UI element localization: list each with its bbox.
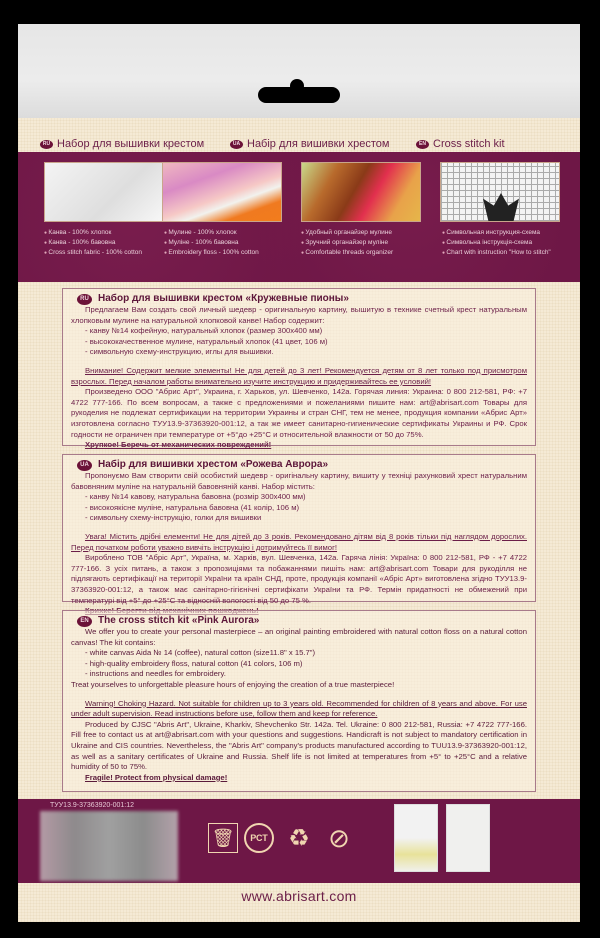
barcode-blurred bbox=[40, 811, 178, 881]
ua-warning: Увага! Містить дрібні елементи! Не для дітей до 3 років. Рекомендовано дітям від 8 років тільки під наглядом дорослих. Перед початком роботи уважно вивчіть інструкцію і дотримуйтесь її вимог! bbox=[71, 531, 527, 552]
ru-item: - высококачественное мулине, натуральный хлопок (41 цвет, 106 м) bbox=[85, 336, 328, 346]
feature-line: ● Канва - 100% хлопок bbox=[44, 228, 142, 238]
header-ua bbox=[230, 138, 389, 150]
ru-badge-icon: RU bbox=[77, 294, 92, 305]
header-ru-label: Набор для вышивки крестом bbox=[57, 138, 205, 150]
en-description-panel bbox=[62, 610, 536, 792]
header-ua-label: Набір для вишивки хрестом bbox=[247, 138, 390, 150]
not-for-children-0-3-icon: ⊘ bbox=[328, 822, 350, 853]
certificate-image-1 bbox=[394, 804, 438, 872]
ua-intro: Пропонуємо Вам створити свій особистий шедевр - оригінальну картину, вишиту у техніці рахунковий хрест натуральним бавовняним муліне на натуральній бавовняній канві. Набор містить: bbox=[71, 471, 527, 491]
en-title-text: The cross stitch kit «Pink Aurora» bbox=[98, 615, 260, 626]
feature-list-chart bbox=[442, 228, 551, 258]
feature-line: ● Comfortable threads organizer bbox=[301, 248, 393, 258]
ua-title bbox=[77, 459, 527, 471]
ua-badge-icon: UA bbox=[77, 460, 92, 471]
ru-title-text: Набор для вышивки крестом «Кружевные пионы» bbox=[98, 293, 349, 304]
floss-image bbox=[162, 162, 282, 222]
website-url[interactable]: www.abrisart.com bbox=[241, 888, 357, 904]
feature-list-floss bbox=[164, 228, 259, 258]
rst-certification-icon: РСТ bbox=[244, 823, 274, 853]
feature-line: ● Cross stitch fabric - 100% cotton bbox=[44, 248, 142, 258]
hanger-strip bbox=[18, 24, 580, 118]
ua-badge-icon: UA bbox=[230, 140, 243, 149]
en-badge-icon: EN bbox=[416, 140, 429, 149]
package-back bbox=[18, 118, 580, 922]
en-item: - white canvas Aida № 14 (coffee), natural cotton (size11.8" x 15.7") bbox=[85, 648, 316, 658]
standard-code: ТУУ13.9-37363920-001:12 bbox=[50, 802, 135, 809]
header-en bbox=[416, 138, 505, 150]
en-outro: Treat yourselves to unforgettable pleasure hours of enjoying the creation of a true masterpiece! bbox=[71, 679, 395, 689]
certificate-image-2 bbox=[446, 804, 490, 872]
ru-description-panel bbox=[62, 288, 536, 450]
feature-line: ● Символьна інструкція-схема bbox=[442, 238, 551, 248]
ru-producer-info: Произведено ООО "Абрис Арт", Украина, г. Харьков, ул. Шевченко, 142а. Горячая линия: Украина: 0 800 212-581, РФ: +7 4722 777-166. По всем вопросам, а также с предложениями и пожеланиями пишите нам: art@abrisart.com Товары для рукоделия не подлежат сертификации на территории Украины и стран СНГ, тем не менее, продукция компании «Абрис Арт» изготовлена согласно ТУУ13.9-37363920-001:12, а так же имеет санитарно-гигиенические сертификаты Украины и РФ. Срок годности не ограничен при температуре от +5°до +25°С и относительной влажности от 50 до 75%. bbox=[71, 387, 527, 439]
hang-hole bbox=[258, 87, 340, 103]
recycle-icon: ♻ bbox=[288, 824, 310, 852]
organizer-image bbox=[301, 162, 421, 222]
ua-producer-info: Вироблено ТОВ "Абріс Арт", Україна, м. Харків, вул. Шевченка, 142а. Гаряча лінія: Україна: 0 800 212-581, РФ - +7 4722 777-166. З усіх питань, а також з пропозиціями та побажаннями пишіть нам: art@abrisart.com Товари для рукоділля не підлягають сертифікації на території України та країн СНД, проте, продукція компанії «Абріс Арт» виготовлена згідно ТУУ13.9-37363920-001:12, а також має санітарно-гігієнічні сертифікати України та РФ. Термін придатності не обмежений при температурі від +5° до +25°С та відносній вологості від 50 до 75 %. bbox=[71, 553, 527, 605]
product-package bbox=[18, 0, 580, 922]
ua-item: - символьну схему-інструкцію, голки для вишивки bbox=[85, 513, 262, 523]
header-ru bbox=[40, 138, 204, 150]
en-intro: We offer you to create your personal masterpiece – an original painting embroidered with natural cotton floss on a natural cotton canvas! The kit contains: bbox=[71, 627, 527, 647]
header-en-label: Cross stitch kit bbox=[433, 138, 505, 150]
ua-item: - високоякісне муліне, натуральна бавовна (41 колір, 106 м) bbox=[85, 502, 300, 512]
en-item: - high-quality embroidery floss, natural cotton (41 colors, 106 m) bbox=[85, 658, 303, 668]
ru-item: - символьную схему-инструкцию, иглы для вышивки. bbox=[85, 347, 274, 357]
feature-line: ● Муліне - 100% бавовна bbox=[164, 238, 259, 248]
en-badge-icon: EN bbox=[77, 616, 92, 627]
ru-title bbox=[77, 293, 527, 305]
feature-line: ● Символьная инструкция-схема bbox=[442, 228, 551, 238]
ru-badge-icon: RU bbox=[40, 140, 53, 149]
en-title bbox=[77, 615, 527, 627]
feature-line: ● Chart with instruction "How to stitch" bbox=[442, 248, 551, 258]
feature-line: ● Удобный органайзер мулине bbox=[301, 228, 393, 238]
feature-line: ● Зручний органайзер муліне bbox=[301, 238, 393, 248]
ua-description-panel bbox=[62, 454, 536, 605]
ru-item: - канву №14 кофейную, натуральный хлопок (размер 300х400 мм) bbox=[85, 326, 323, 336]
features-band bbox=[18, 152, 580, 282]
feature-line: ● Канва - 100% бавовна bbox=[44, 238, 142, 248]
en-warning: Warning! Choking Hazard. Not suitable for children up to 3 years old. Recommended for children of 8 years and above. For use under adult supervision. Read instructions before use, follow them and keep for reference. bbox=[71, 698, 527, 719]
en-item: - instructions and needles for embroidery. bbox=[85, 669, 226, 679]
feature-line: ● Embroidery floss - 100% cotton bbox=[164, 248, 259, 258]
trash-bin-icon: 🗑 bbox=[208, 823, 238, 853]
ua-item: - канву №14 кавову, натуральна бавовна (розмір 300х400 мм) bbox=[85, 492, 306, 502]
en-producer-info: Produced by CJSC "Abris Art", Ukraine, Kharkiv, Shevchenko Str. 142a. Tel. Ukraine: 0 800 212-581, Russia: +7 4722 777-166. Fill free to contact us at art@abrisart.com with your questions and suggestions. Handicraft is not subject to mandatory certification in Ukraine and CIS countries. Nevertheless, the "Abris Art" company's products manufactured according to TUU13.9-37363920-001:12, as well as a sanitary certificates of Ukraine and Russia. Shelf life is not limited at temperatures from +5° to +25°C and a relative humidity of 50 to 75%. bbox=[71, 719, 527, 772]
ru-warning: Внимание! Содержит мелкие элементы! Не для детей до 3 лет! Рекомендуется детям от 8 лет только под присмотром взрослых. Перед началом работы внимательно изучите инструкцию и придерживайтесь ее условий! bbox=[71, 365, 527, 386]
canvas-image bbox=[44, 162, 164, 222]
feature-list-canvas bbox=[44, 228, 142, 258]
feature-line: ● Мулине - 100% хлопок bbox=[164, 228, 259, 238]
feature-list-organizer bbox=[301, 228, 393, 258]
footer-band bbox=[18, 799, 580, 883]
ru-fragile-notice: Хрупкое! Беречь от механических повреждений! bbox=[85, 440, 272, 450]
en-fragile-notice: Fragile! Protect from physical damage! bbox=[85, 772, 228, 782]
chart-image bbox=[440, 162, 560, 222]
ru-intro: Предлагаем Вам создать свой личный шедевр - оригинальную картину, вышитую в технике счетный крест натуральным хлопковым мулине на натуральной хлопковой канве! Набор содержит: bbox=[71, 305, 527, 325]
ua-title-text: Набір для вишивки хрестом «Рожева Аврора» bbox=[98, 459, 329, 470]
